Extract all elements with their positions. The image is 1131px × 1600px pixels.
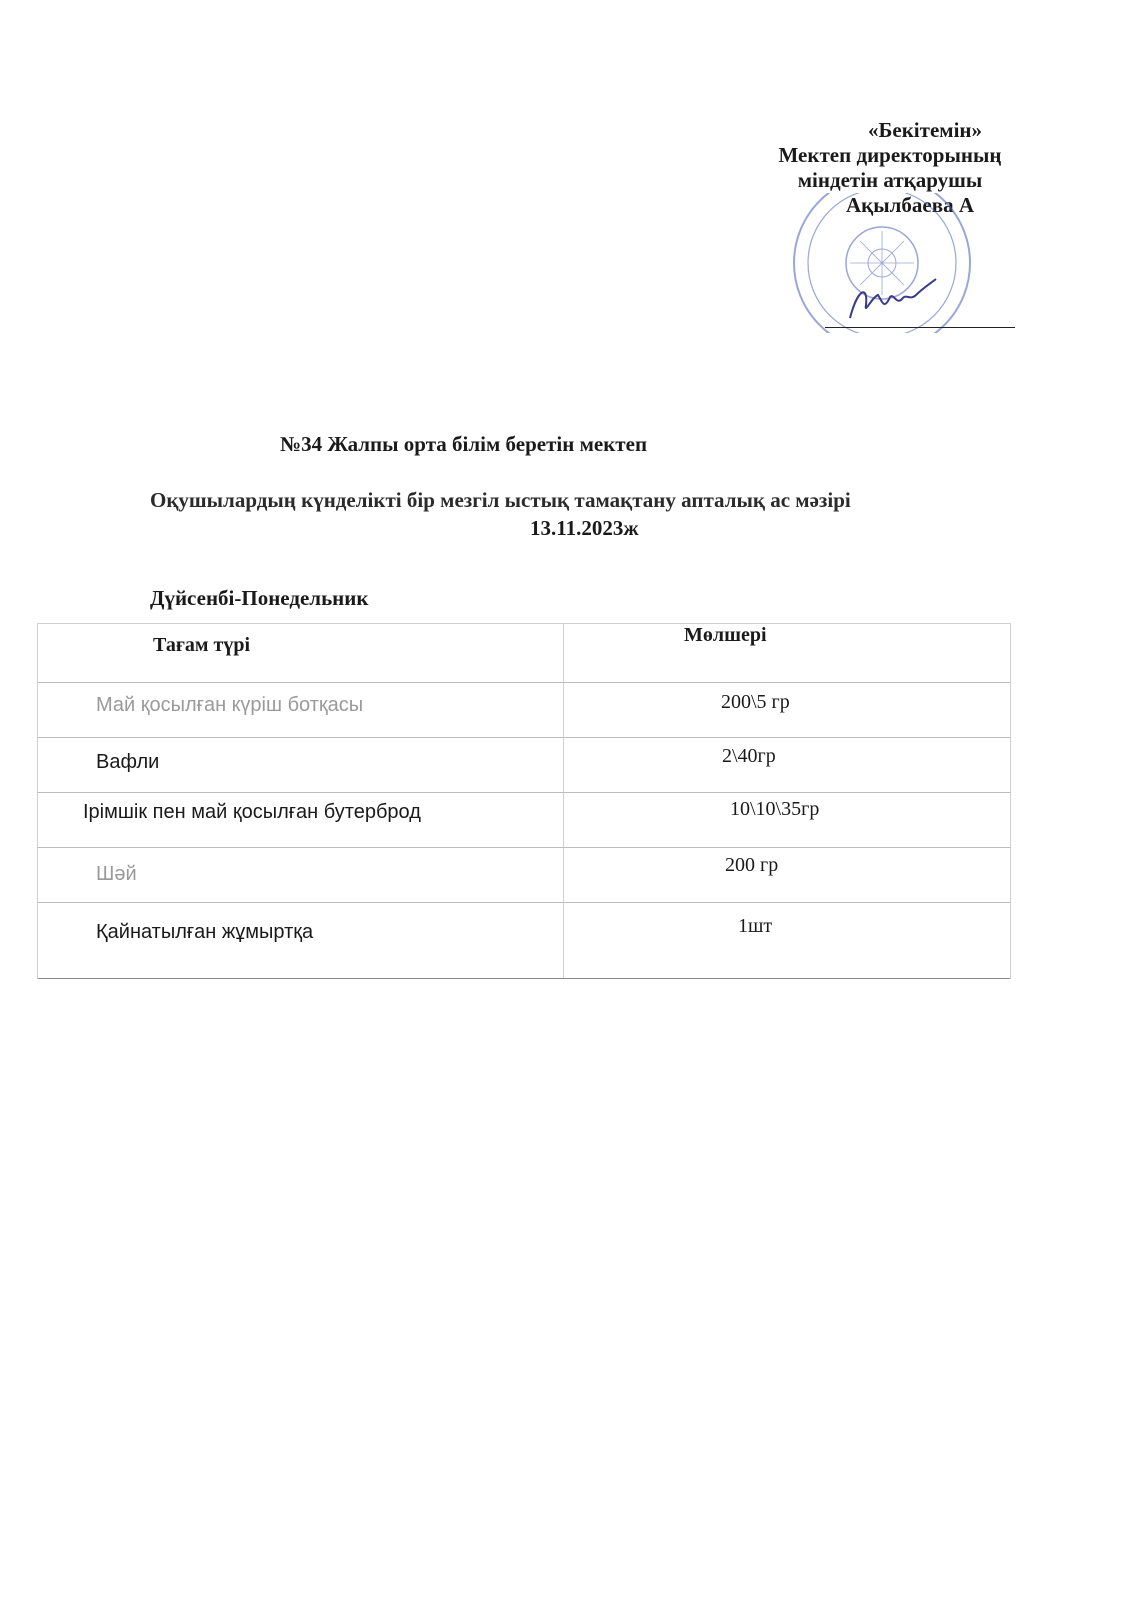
dish-name: Қайнатылған жұмыртқа (96, 921, 314, 943)
dish-amount: 200\5 гр (721, 691, 790, 713)
table-row (38, 793, 1010, 848)
approval-heading: «Бекітемін» (867, 118, 982, 142)
approval-name: Ақылбаева А (845, 193, 975, 217)
dish-name: Вафли (96, 751, 160, 773)
table-row (38, 903, 1010, 979)
header-dish: Тағам түрі (153, 634, 251, 656)
dish-amount: 10\10\35гр (730, 798, 820, 820)
approval-position: Мектеп директорының (778, 143, 1002, 167)
day-of-week: Дүйсенбі-Понедельник (150, 586, 369, 610)
dish-name: Ірімшік пен май қосылған бутерброд (83, 801, 421, 823)
dish-name: Шәй (96, 863, 137, 885)
official-stamp-icon (780, 193, 985, 333)
menu-date: 13.11.2023ж (530, 516, 639, 540)
table-row (38, 738, 1010, 793)
menu-title: Оқушылардың күнделікті бір мезгіл ыстық тамақтану апталық ас мәзірі (150, 488, 851, 512)
dish-amount: 200 гр (725, 854, 779, 876)
table-row (38, 848, 1010, 903)
dish-amount: 2\40гр (722, 745, 776, 767)
table-row (38, 683, 1010, 738)
header-amount: Мөлшері (684, 624, 767, 646)
menu-table (37, 623, 1011, 979)
dish-name: Май қосылған күріш ботқасы (96, 694, 364, 716)
signature-line (825, 327, 1015, 328)
approval-role: міндетін атқарушы (797, 168, 983, 192)
school-name: №34 Жалпы орта білім беретін мектеп (280, 432, 648, 456)
table-header-row (38, 623, 1010, 683)
dish-amount: 1шт (738, 915, 773, 937)
signature-icon (850, 279, 936, 318)
